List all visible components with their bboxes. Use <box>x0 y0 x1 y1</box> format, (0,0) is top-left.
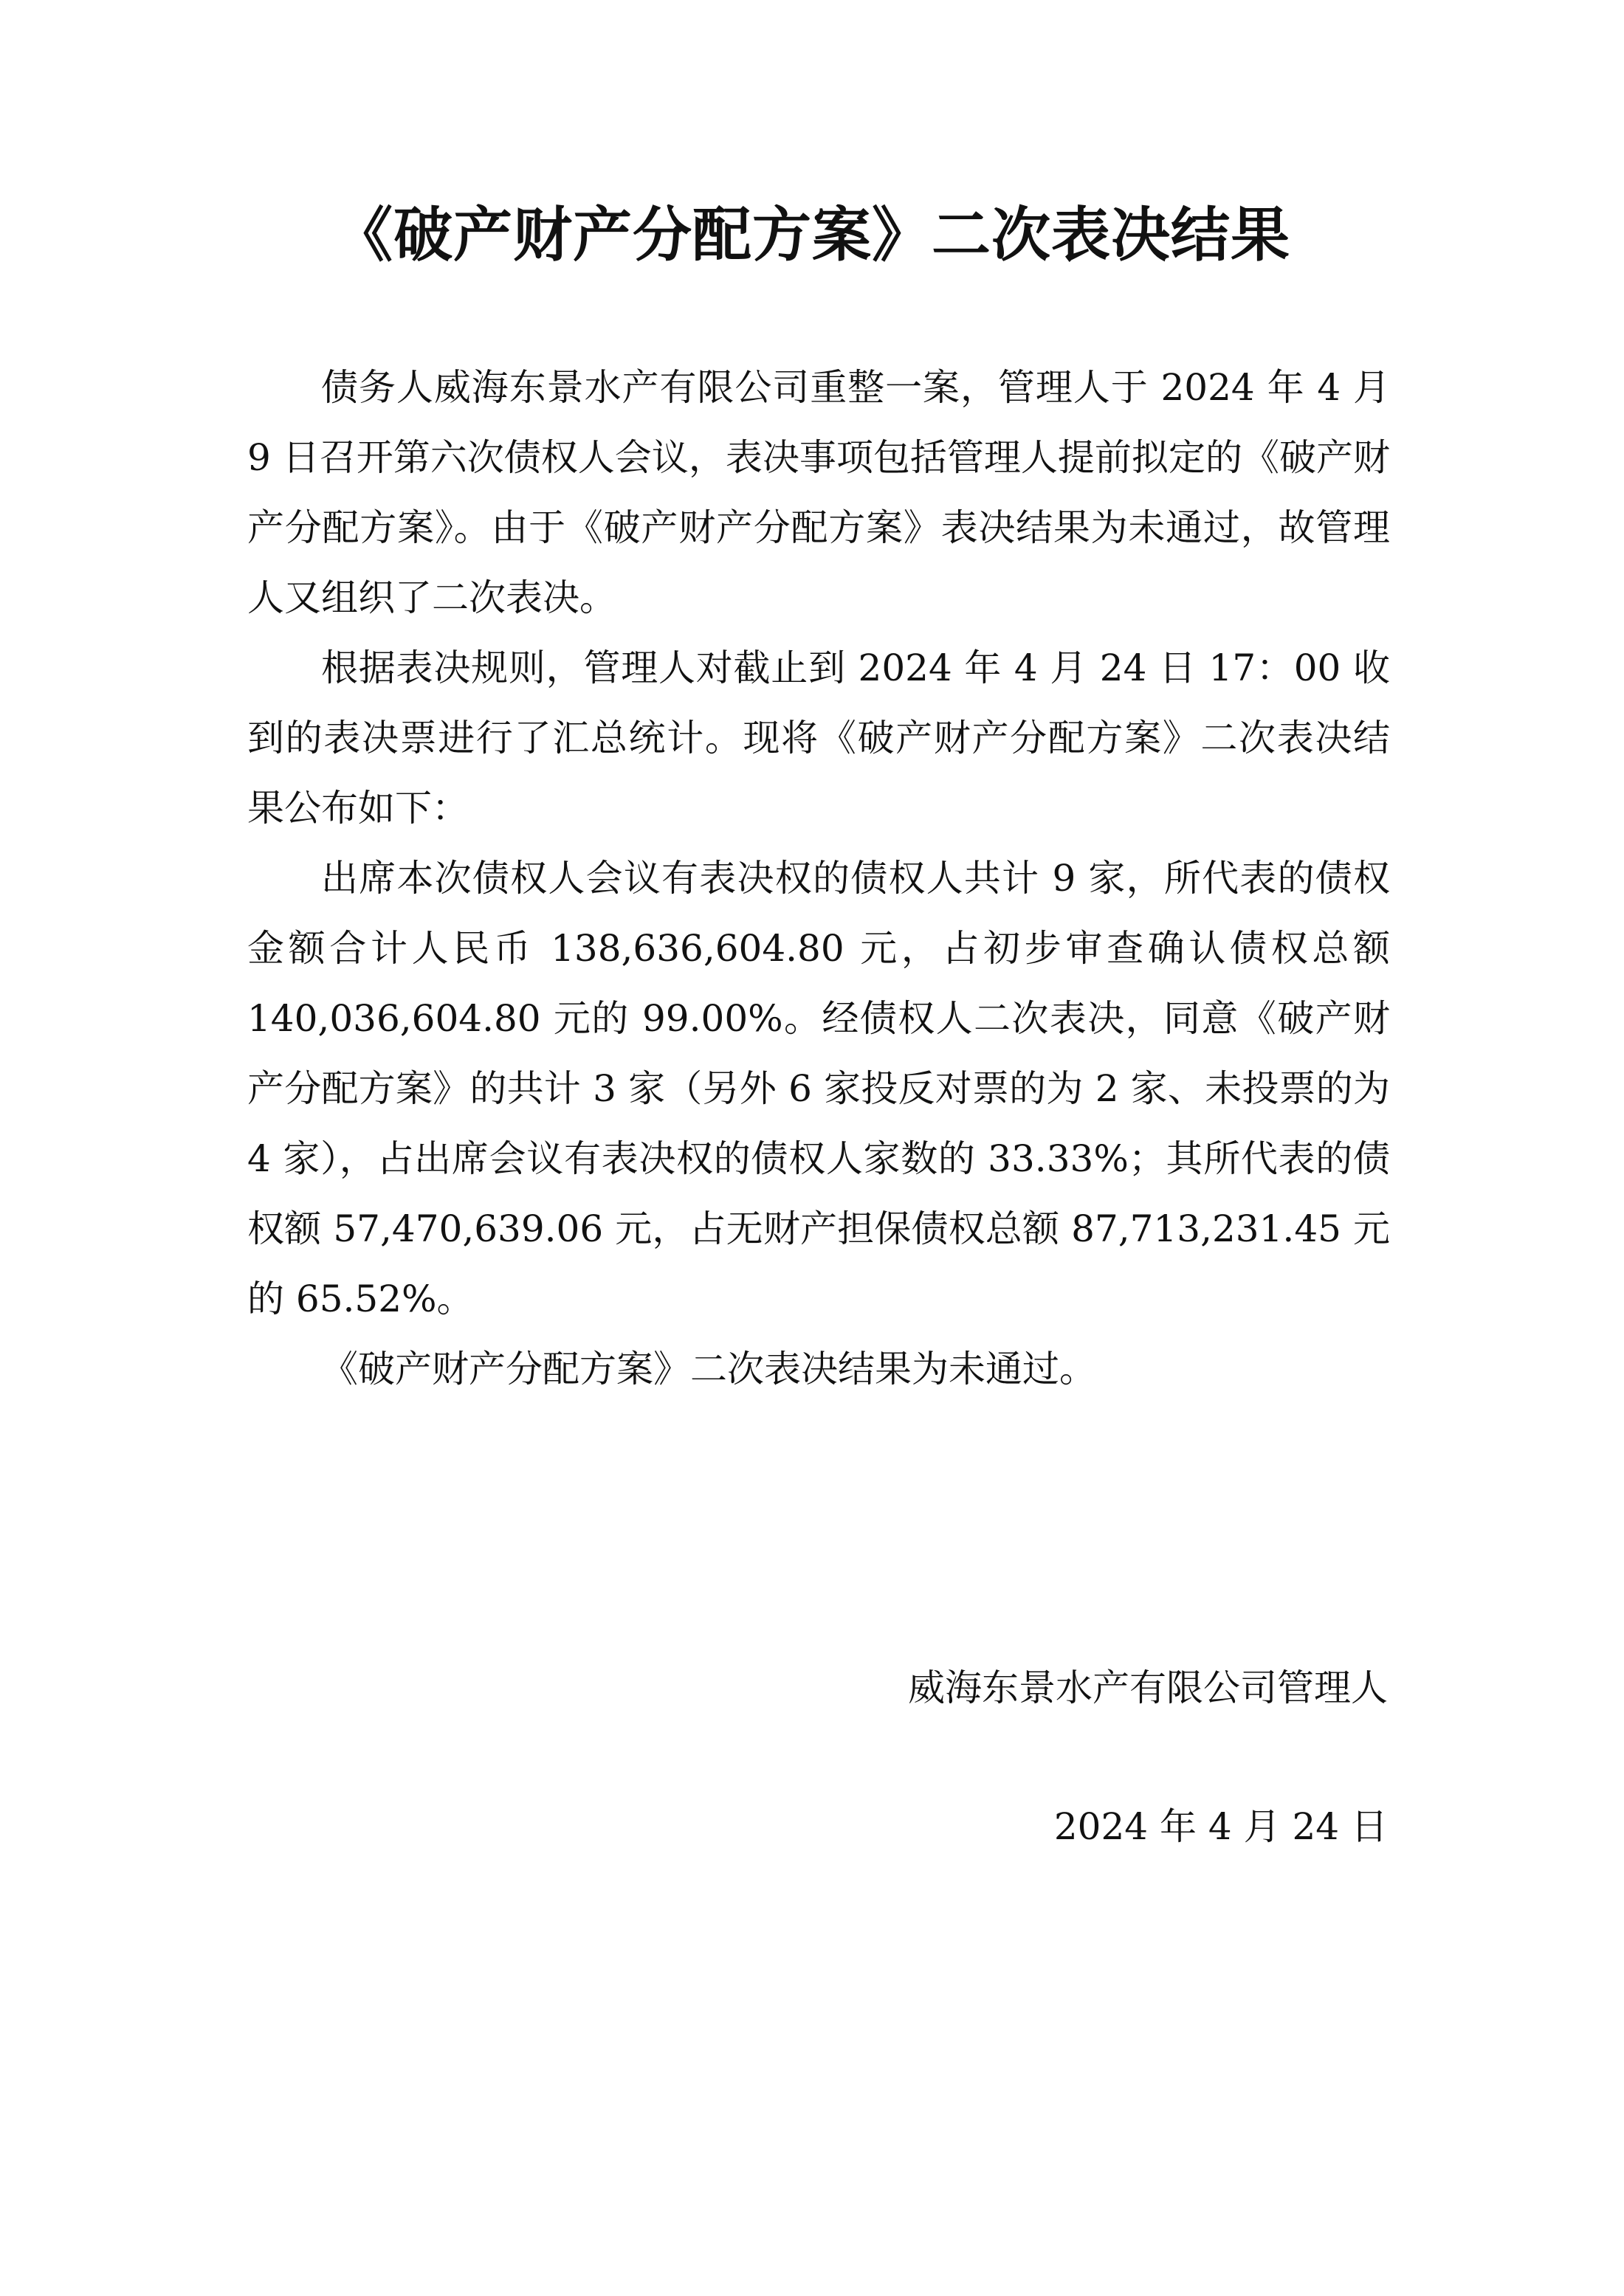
paragraph-case-background: 债务人威海东景水产有限公司重整一案，管理人于 2024 年 4 月 9 日召开第六次债权人会议，表决事项包括管理人提前拟定的《破产财产分配方案》。由于《破产财产分配方案》表决结果为未通过，故管理人又组织了二次表决。 <box>247 366 1390 619</box>
page-title: 《破产财产分配方案》二次表决结果 <box>334 200 1290 269</box>
paragraph-vote-result: 《破产财产分配方案》二次表决结果为未通过。 <box>321 1348 1096 1390</box>
paragraph-vote-statistics: 根据表决规则，管理人对截止到 2024 年 4 月 24 日 17：00 收到的表决票进行了汇总统计。现将《破产财产分配方案》二次表决结果公布如下： <box>247 647 1390 830</box>
paragraph-vote-details: 出席本次债权人会议有表决权的债权人共计 9 家，所代表的债权金额合计人民币 138,636,604.80 元，占初步审查确认债权总额 140,036,604.80 元的 99.00%。经债权人二次表决，同意《破产财产分配方案》的共计 3 家（另外 6 家投反对票的为 2 家、未投票的为 4 家），占出席会议有表决权的债权人家数的 33.33%；其所代表的债权额 57,470,639.06 元，占无财产担保债权总额 87,713,231.45 元的 65.52%。 <box>247 857 1390 1320</box>
signature-administrator: 威海东景水产有限公司管理人 <box>908 1666 1388 1709</box>
document-body <box>247 353 1390 1404</box>
signature-date: 2024 年 4 月 24 日 <box>1053 1805 1388 1848</box>
